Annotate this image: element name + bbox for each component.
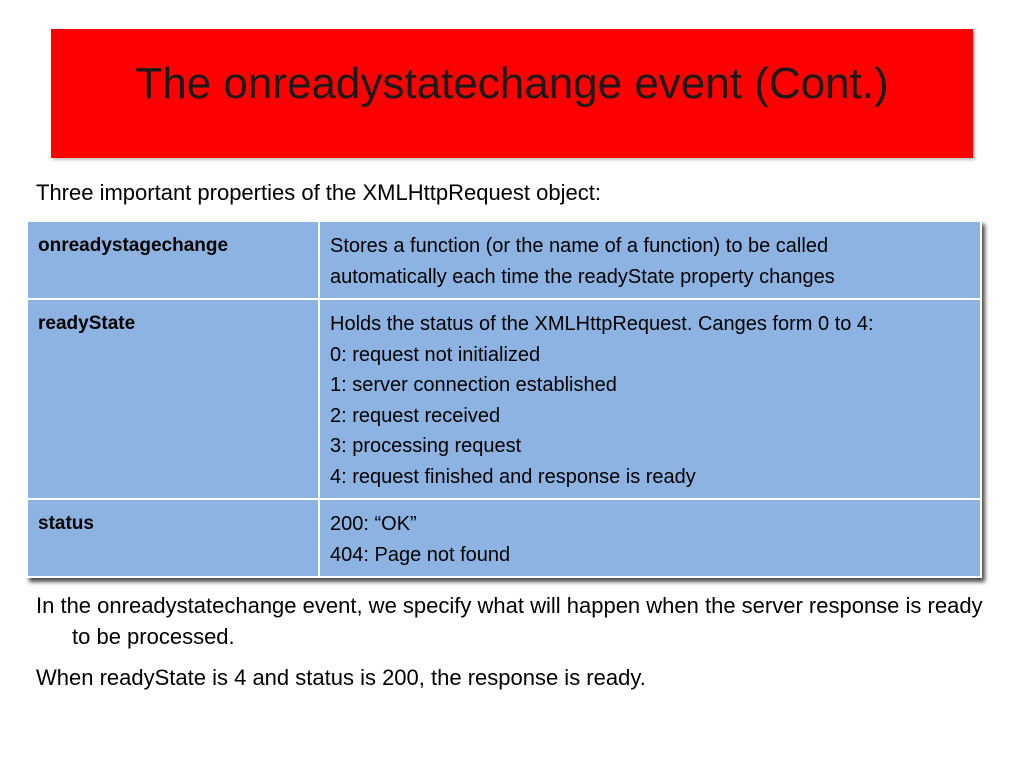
description-line: 1: server connection established (330, 374, 617, 396)
description-line: 4: request finished and response is ready (330, 465, 696, 488)
intro-text: Three important properties of the XMLHttpRequest object: (36, 180, 601, 205)
property-description (319, 221, 981, 299)
slide-title: The onreadystatechange event (Cont.) (135, 59, 889, 108)
note-paragraph: In the onreadystatechange event, we specify what will happen when the server response is ready to be processed. (36, 593, 983, 649)
description-line: automatically each time the readyState property changes (330, 265, 835, 288)
table-row (27, 221, 981, 299)
property-description (319, 499, 981, 577)
description-line: Holds the status of the XMLHttpRequest. Canges form 0 to 4: (330, 313, 874, 335)
property-name: onreadystagechange (27, 221, 319, 299)
property-name: status (27, 499, 319, 577)
notes (36, 590, 986, 703)
note-paragraph: When readyState is 4 and status is 200, the response is ready. (36, 665, 646, 690)
table-row (27, 499, 981, 577)
description-line: 3: processing request (330, 435, 522, 457)
property-description (319, 299, 981, 499)
description-line: 0: request not initialized (330, 343, 541, 366)
title-banner (51, 29, 973, 158)
table-row (27, 299, 981, 499)
description-line: 404: Page not found (330, 543, 511, 566)
description-line: 200: “OK” (330, 513, 417, 535)
description-line: 2: request received (330, 404, 501, 427)
properties-table (26, 220, 982, 578)
property-name: readyState (27, 299, 319, 499)
description-line: Stores a function (or the name of a function) to be called (330, 235, 829, 257)
